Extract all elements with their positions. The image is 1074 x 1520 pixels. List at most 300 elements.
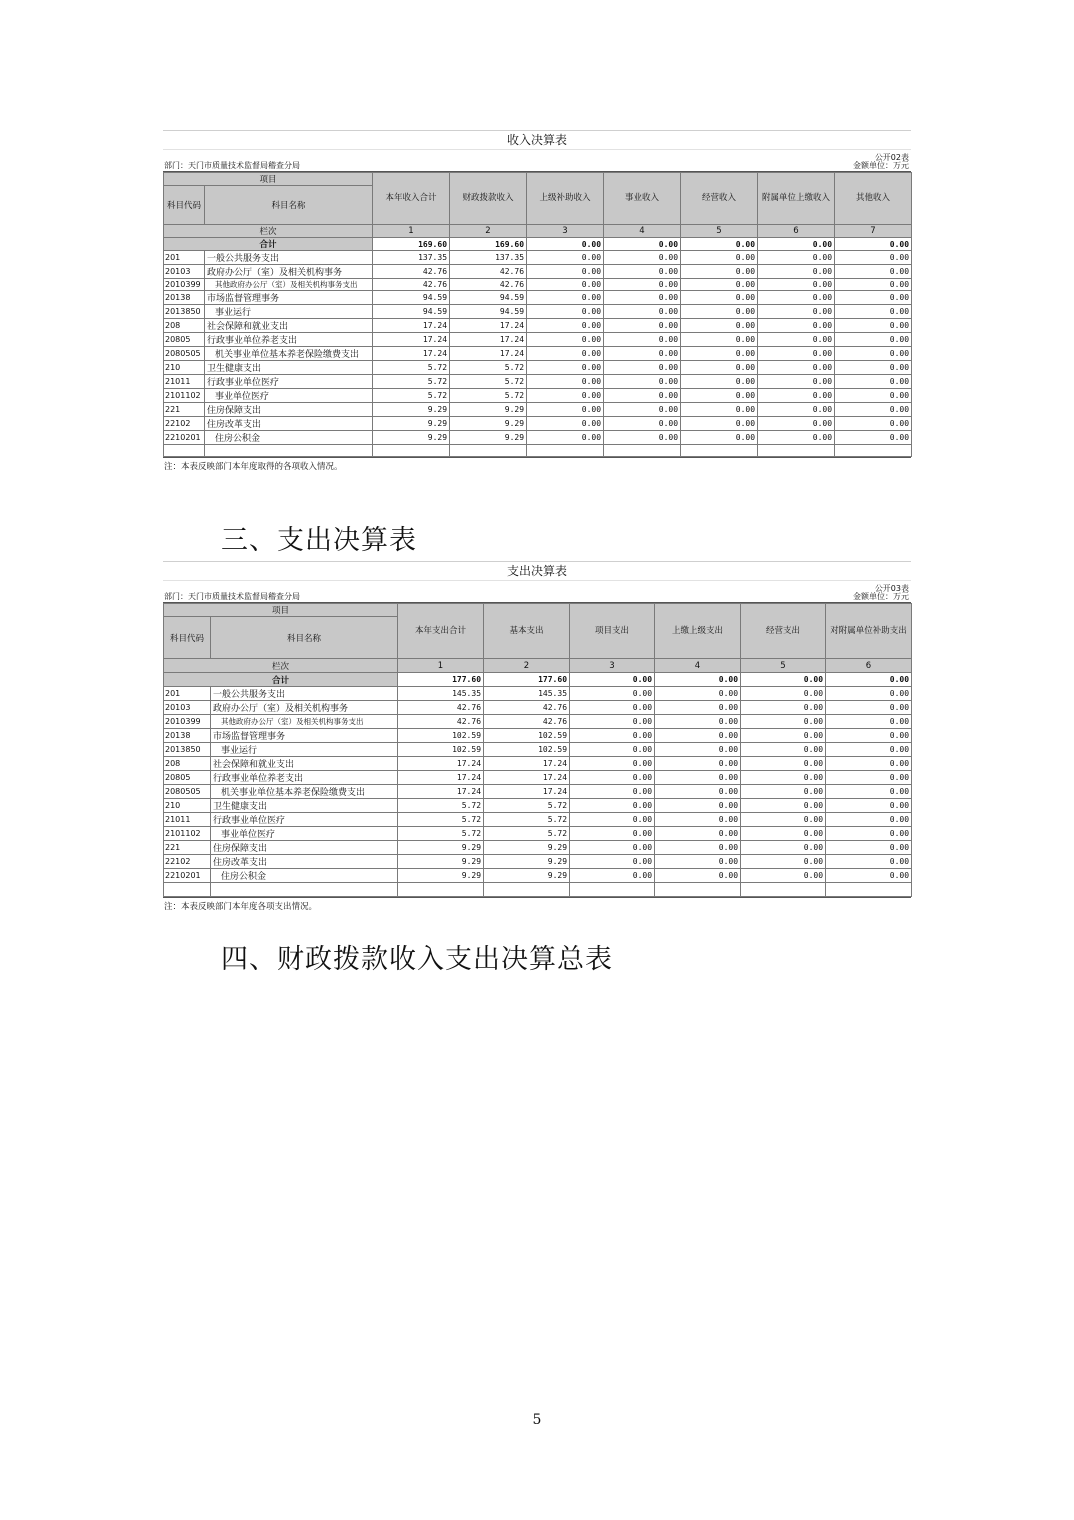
income-table-row: [164, 347, 912, 361]
expense-row-value: 0.00: [570, 841, 655, 855]
income-index-num: 6: [758, 225, 835, 238]
income-row-code: 201: [164, 251, 205, 265]
income-row-code: 208: [164, 319, 205, 333]
income-row-value: 0.00: [835, 305, 912, 319]
expense-row-name: 卫生健康支出: [211, 799, 398, 813]
income-row-value: 0.00: [835, 265, 912, 279]
income-header-col: 上级补助收入: [527, 173, 604, 225]
expense-row-value: 0.00: [570, 757, 655, 771]
expense-row-value: 17.24: [484, 771, 570, 785]
income-row-code: 22102: [164, 417, 205, 431]
expense-row-value: 9.29: [484, 841, 570, 855]
income-table-block: [163, 130, 911, 472]
income-table-row: [164, 319, 912, 333]
income-row-value: 0.00: [527, 417, 604, 431]
expense-row-value: 9.29: [484, 869, 570, 883]
expense-row-value: 42.76: [484, 701, 570, 715]
income-row-value: 0.00: [681, 265, 758, 279]
expense-row-value: 0.00: [655, 785, 741, 799]
income-row-value: 5.72: [450, 389, 527, 403]
income-table-row: [164, 431, 912, 445]
expense-row-value: 0.00: [570, 771, 655, 785]
expense-row-value: 0.00: [741, 799, 826, 813]
income-header-subject-code: 科目代码: [164, 186, 205, 225]
expense-row-value: 0.00: [570, 715, 655, 729]
income-row-value: 0.00: [604, 375, 681, 389]
income-row-value: 0.00: [604, 347, 681, 361]
expense-row-value: 9.29: [484, 855, 570, 869]
expense-row-code: 221: [164, 841, 211, 855]
expense-header-col: 本年支出合计: [398, 604, 484, 659]
expense-table-row: [164, 827, 912, 841]
income-index-num: 7: [835, 225, 912, 238]
expense-row-value: 42.76: [398, 715, 484, 729]
expense-table-dept: 部门：天门市质量技术监督局稽查分局: [164, 592, 300, 601]
income-index-num: 5: [681, 225, 758, 238]
expense-row-value: 0.00: [826, 869, 912, 883]
expense-row-value: 0.00: [655, 687, 741, 701]
expense-row-value: 0.00: [826, 841, 912, 855]
expense-row-name: 事业运行: [211, 743, 398, 757]
income-table-row: [164, 417, 912, 431]
income-row-name: 住房保障支出: [205, 403, 373, 417]
expense-row-value: 0.00: [655, 869, 741, 883]
expense-table-block: [163, 561, 911, 912]
income-header-subject-name: 科目名称: [205, 186, 373, 225]
expense-row-value: 9.29: [398, 855, 484, 869]
income-total-value: 0.00: [527, 238, 604, 251]
expense-total-label: 合计: [164, 673, 398, 687]
income-table-row: [164, 389, 912, 403]
expense-row-value: 0.00: [570, 729, 655, 743]
expense-row-value: 0.00: [741, 757, 826, 771]
expense-row-code: 2013850: [164, 743, 211, 757]
income-row-name: 卫生健康支出: [205, 361, 373, 375]
expense-index-num: 1: [398, 659, 484, 673]
expense-row-value: 0.00: [826, 701, 912, 715]
expense-row-value: 17.24: [484, 757, 570, 771]
income-row-value: 0.00: [604, 265, 681, 279]
income-row-value: 0.00: [835, 361, 912, 375]
income-row-code: 20138: [164, 291, 205, 305]
expense-row-value: 0.00: [741, 729, 826, 743]
income-row-value: 0.00: [527, 431, 604, 445]
income-row-value: 5.72: [450, 375, 527, 389]
income-row-name: 行政事业单位医疗: [205, 375, 373, 389]
expense-row-value: 0.00: [655, 841, 741, 855]
income-row-name: 其他政府办公厅（室）及相关机构事务支出: [205, 279, 373, 291]
expense-row-value: 5.72: [484, 827, 570, 841]
expense-table-row: [164, 687, 912, 701]
income-row-value: 0.00: [604, 361, 681, 375]
income-row-value: 0.00: [681, 417, 758, 431]
expense-row-name: 行政事业单位养老支出: [211, 771, 398, 785]
income-row-value: 94.59: [373, 305, 450, 319]
expense-header-col: 经营支出: [741, 604, 826, 659]
income-row-value: 0.00: [681, 375, 758, 389]
income-row-value: 0.00: [835, 417, 912, 431]
income-table-row: [164, 251, 912, 265]
expense-row-value: 0.00: [741, 869, 826, 883]
expense-row-value: 0.00: [655, 715, 741, 729]
income-table-title: 收入决算表: [163, 130, 911, 150]
expense-row-value: 0.00: [741, 701, 826, 715]
expense-row-value: 0.00: [655, 799, 741, 813]
income-row-value: 0.00: [527, 265, 604, 279]
page-number: 5: [532, 1412, 542, 1428]
income-row-value: 94.59: [373, 291, 450, 305]
income-row-code: 20103: [164, 265, 205, 279]
income-row-value: 137.35: [373, 251, 450, 265]
income-row-value: 5.72: [450, 361, 527, 375]
income-row-value: 5.72: [373, 375, 450, 389]
expense-row-value: 5.72: [398, 827, 484, 841]
income-row-value: 0.00: [604, 389, 681, 403]
expense-row-name: 行政事业单位医疗: [211, 813, 398, 827]
expense-row-name: 住房改革支出: [211, 855, 398, 869]
income-row-value: 0.00: [681, 361, 758, 375]
expense-row-name: 市场监督管理事务: [211, 729, 398, 743]
expense-row-value: 42.76: [398, 701, 484, 715]
expense-table-row: [164, 813, 912, 827]
income-row-value: 0.00: [527, 279, 604, 291]
income-row-value: 0.00: [758, 375, 835, 389]
expense-row-code: 22102: [164, 855, 211, 869]
expense-row-name: 一般公共服务支出: [211, 687, 398, 701]
income-row-value: 0.00: [758, 347, 835, 361]
income-row-name: 行政事业单位养老支出: [205, 333, 373, 347]
expense-table-row: [164, 785, 912, 799]
expense-row-value: 0.00: [655, 757, 741, 771]
expense-header-project: 项目: [164, 604, 398, 617]
expense-row-value: 42.76: [484, 715, 570, 729]
income-row-name: 一般公共服务支出: [205, 251, 373, 265]
income-row-value: 0.00: [527, 305, 604, 319]
income-row-value: 0.00: [604, 319, 681, 333]
income-row-name: 事业运行: [205, 305, 373, 319]
expense-row-value: 0.00: [826, 687, 912, 701]
income-row-value: 0.00: [758, 305, 835, 319]
income-row-value: 0.00: [604, 403, 681, 417]
income-total-value: 0.00: [758, 238, 835, 251]
income-header-col: 经营收入: [681, 173, 758, 225]
expense-row-value: 0.00: [570, 827, 655, 841]
income-row-name: 事业单位医疗: [205, 389, 373, 403]
expense-row-value: 0.00: [570, 785, 655, 799]
income-row-value: 0.00: [835, 347, 912, 361]
expense-row-value: 0.00: [826, 813, 912, 827]
income-total-value: 169.60: [373, 238, 450, 251]
income-row-value: 0.00: [681, 389, 758, 403]
income-row-value: 0.00: [681, 403, 758, 417]
income-row-value: 0.00: [758, 403, 835, 417]
income-row-value: 0.00: [835, 403, 912, 417]
expense-table: [163, 603, 912, 897]
expense-row-value: 5.72: [484, 813, 570, 827]
income-row-value: 0.00: [604, 417, 681, 431]
expense-row-code: 2080505: [164, 785, 211, 799]
expense-row-value: 0.00: [826, 827, 912, 841]
expense-row-value: 102.59: [398, 743, 484, 757]
expense-row-value: 102.59: [484, 729, 570, 743]
expense-row-value: 0.00: [826, 799, 912, 813]
income-row-value: 94.59: [450, 305, 527, 319]
income-row-value: 9.29: [373, 403, 450, 417]
expense-table-row: [164, 715, 912, 729]
expense-row-code: 2101102: [164, 827, 211, 841]
income-table-row: [164, 403, 912, 417]
income-row-code: 20805: [164, 333, 205, 347]
income-row-value: 17.24: [373, 319, 450, 333]
income-row-value: 0.00: [527, 347, 604, 361]
income-row-value: 0.00: [527, 361, 604, 375]
income-table-row: [164, 291, 912, 305]
income-total-value: 0.00: [604, 238, 681, 251]
expense-row-value: 5.72: [398, 813, 484, 827]
expense-header-col: 上缴上级支出: [655, 604, 741, 659]
income-row-value: 5.72: [373, 389, 450, 403]
expense-row-value: 0.00: [826, 715, 912, 729]
income-row-value: 0.00: [758, 431, 835, 445]
income-row-value: 0.00: [758, 333, 835, 347]
expense-row-value: 0.00: [826, 785, 912, 799]
income-row-value: 94.59: [450, 291, 527, 305]
expense-row-code: 21011: [164, 813, 211, 827]
income-total-value: 0.00: [681, 238, 758, 251]
expense-row-name: 其他政府办公厅（室）及相关机构事务支出: [211, 715, 398, 729]
expense-row-value: 0.00: [570, 687, 655, 701]
expense-row-value: 0.00: [826, 743, 912, 757]
income-row-value: 0.00: [758, 417, 835, 431]
income-row-name: 市场监督管理事务: [205, 291, 373, 305]
expense-header-col: 项目支出: [570, 604, 655, 659]
expense-row-value: 0.00: [655, 743, 741, 757]
income-table-row: [164, 333, 912, 347]
income-row-value: 0.00: [758, 291, 835, 305]
income-row-name: 住房改革支出: [205, 417, 373, 431]
expense-index-num: 4: [655, 659, 741, 673]
expense-table-row: [164, 743, 912, 757]
expense-index-num: 5: [741, 659, 826, 673]
expense-row-value: 0.00: [741, 827, 826, 841]
expense-total-value: 0.00: [741, 673, 826, 687]
expense-row-value: 0.00: [655, 771, 741, 785]
expense-row-code: 20805: [164, 771, 211, 785]
expense-index-num: 3: [570, 659, 655, 673]
income-table-row: [164, 305, 912, 319]
income-row-value: 0.00: [681, 333, 758, 347]
income-row-value: 17.24: [450, 333, 527, 347]
expense-row-value: 0.00: [741, 841, 826, 855]
expense-total-row: [164, 673, 912, 687]
expense-header-col: 对附属单位补助支出: [826, 604, 912, 659]
expense-row-value: 0.00: [741, 771, 826, 785]
expense-row-code: 2210201: [164, 869, 211, 883]
income-row-value: 0.00: [604, 431, 681, 445]
expense-row-value: 5.72: [484, 799, 570, 813]
expense-row-value: 0.00: [655, 701, 741, 715]
income-row-value: 0.00: [835, 389, 912, 403]
expense-row-code: 201: [164, 687, 211, 701]
expense-row-value: 0.00: [655, 729, 741, 743]
expense-row-value: 0.00: [570, 869, 655, 883]
income-row-value: 17.24: [373, 347, 450, 361]
expense-row-value: 0.00: [655, 813, 741, 827]
income-index-label: 栏次: [164, 225, 373, 238]
income-table-note: 注：本表反映部门本年度取得的各项收入情况。: [163, 457, 911, 472]
income-row-value: 0.00: [681, 291, 758, 305]
income-row-name: 机关事业单位基本养老保险缴费支出: [205, 347, 373, 361]
income-row-name: 政府办公厅（室）及相关机构事务: [205, 265, 373, 279]
income-row-value: 0.00: [758, 265, 835, 279]
income-row-value: 9.29: [450, 403, 527, 417]
income-row-value: 17.24: [450, 347, 527, 361]
expense-table-row: [164, 757, 912, 771]
expense-table-title: 支出决算表: [163, 561, 911, 581]
expense-row-code: 20103: [164, 701, 211, 715]
expense-table-row: [164, 771, 912, 785]
expense-row-value: 17.24: [398, 785, 484, 799]
income-row-value: 0.00: [835, 319, 912, 333]
income-header-col: 本年收入合计: [373, 173, 450, 225]
income-table-code: 公开02表: [874, 153, 909, 162]
expense-row-value: 0.00: [570, 813, 655, 827]
income-header-col: 其他收入: [835, 173, 912, 225]
income-row-code: 2010399: [164, 279, 205, 291]
expense-row-value: 9.29: [398, 869, 484, 883]
income-table-row: [164, 265, 912, 279]
income-row-value: 0.00: [681, 251, 758, 265]
income-row-value: 0.00: [527, 251, 604, 265]
income-row-value: 0.00: [835, 279, 912, 291]
expense-row-value: 0.00: [741, 855, 826, 869]
expense-row-value: 145.35: [484, 687, 570, 701]
expense-row-value: 17.24: [398, 771, 484, 785]
income-row-value: 0.00: [604, 333, 681, 347]
income-row-value: 0.00: [604, 251, 681, 265]
income-header-col: 事业收入: [604, 173, 681, 225]
income-row-value: 0.00: [835, 431, 912, 445]
expense-row-name: 机关事业单位基本养老保险缴费支出: [211, 785, 398, 799]
expense-row-code: 2010399: [164, 715, 211, 729]
expense-row-value: 5.72: [398, 799, 484, 813]
income-row-value: 42.76: [450, 265, 527, 279]
expense-row-value: 17.24: [398, 757, 484, 771]
expense-row-value: 0.00: [826, 855, 912, 869]
income-table-row: [164, 375, 912, 389]
income-header-col: 附属单位上缴收入: [758, 173, 835, 225]
income-row-code: 2013850: [164, 305, 205, 319]
expense-total-value: 0.00: [570, 673, 655, 687]
expense-row-value: 0.00: [741, 813, 826, 827]
income-row-value: 0.00: [758, 361, 835, 375]
expense-row-value: 102.59: [484, 743, 570, 757]
income-row-value: 0.00: [758, 319, 835, 333]
income-row-value: 9.29: [450, 431, 527, 445]
income-total-row: [164, 238, 912, 251]
income-row-value: 0.00: [604, 305, 681, 319]
income-row-code: 21011: [164, 375, 205, 389]
income-total-label: 合计: [164, 238, 373, 251]
income-table: [163, 172, 912, 457]
income-row-value: 0.00: [604, 279, 681, 291]
income-row-value: 0.00: [758, 389, 835, 403]
expense-row-value: 145.35: [398, 687, 484, 701]
expense-row-value: 0.00: [570, 701, 655, 715]
income-row-value: 0.00: [681, 431, 758, 445]
income-row-value: 0.00: [527, 389, 604, 403]
expense-row-name: 政府办公厅（室）及相关机构事务: [211, 701, 398, 715]
expense-total-value: 0.00: [655, 673, 741, 687]
expense-row-value: 0.00: [741, 715, 826, 729]
expense-table-note: 注：本表反映部门本年度各项支出情况。: [163, 897, 911, 912]
income-row-value: 0.00: [681, 305, 758, 319]
expense-header-subject-name: 科目名称: [211, 617, 398, 659]
expense-row-code: 208: [164, 757, 211, 771]
income-row-value: 42.76: [373, 279, 450, 291]
income-row-code: 210: [164, 361, 205, 375]
income-row-value: 9.29: [450, 417, 527, 431]
expense-row-value: 17.24: [484, 785, 570, 799]
expense-row-name: 住房公积金: [211, 869, 398, 883]
income-row-value: 0.00: [681, 279, 758, 291]
section-title-expense: 三、支出决算表: [221, 525, 417, 556]
income-row-value: 5.72: [373, 361, 450, 375]
expense-row-value: 9.29: [398, 841, 484, 855]
expense-total-value: 0.00: [826, 673, 912, 687]
expense-total-value: 177.60: [484, 673, 570, 687]
income-row-value: 9.29: [373, 417, 450, 431]
expense-row-value: 0.00: [655, 827, 741, 841]
income-row-code: 2080505: [164, 347, 205, 361]
income-row-value: 0.00: [527, 403, 604, 417]
income-row-name: 住房公积金: [205, 431, 373, 445]
income-header-project: 项目: [164, 173, 373, 186]
expense-index-num: 2: [484, 659, 570, 673]
section-title-fiscal-summary: 四、财政拨款收入支出决算总表: [221, 944, 613, 975]
income-row-value: 42.76: [450, 279, 527, 291]
income-total-value: 169.60: [450, 238, 527, 251]
expense-row-name: 社会保障和就业支出: [211, 757, 398, 771]
income-row-code: 221: [164, 403, 205, 417]
income-row-value: 17.24: [373, 333, 450, 347]
expense-row-value: 0.00: [570, 855, 655, 869]
expense-table-row: [164, 869, 912, 883]
income-table-row: [164, 361, 912, 375]
income-index-num: 3: [527, 225, 604, 238]
income-table-meta: [163, 150, 911, 172]
income-row-code: 2210201: [164, 431, 205, 445]
expense-row-value: 0.00: [826, 757, 912, 771]
income-row-value: 0.00: [758, 251, 835, 265]
income-row-value: 137.35: [450, 251, 527, 265]
expense-total-value: 177.60: [398, 673, 484, 687]
expense-row-value: 0.00: [655, 855, 741, 869]
expense-row-name: 事业单位医疗: [211, 827, 398, 841]
expense-row-code: 20138: [164, 729, 211, 743]
expense-index-label: 栏次: [164, 659, 398, 673]
expense-row-code: 210: [164, 799, 211, 813]
income-row-name: 社会保障和就业支出: [205, 319, 373, 333]
expense-table-row: [164, 701, 912, 715]
income-row-value: 0.00: [527, 319, 604, 333]
expense-row-value: 102.59: [398, 729, 484, 743]
income-row-value: 0.00: [681, 319, 758, 333]
expense-table-row: [164, 855, 912, 869]
expense-table-row: [164, 729, 912, 743]
income-row-value: 0.00: [527, 291, 604, 305]
expense-row-value: 0.00: [741, 743, 826, 757]
